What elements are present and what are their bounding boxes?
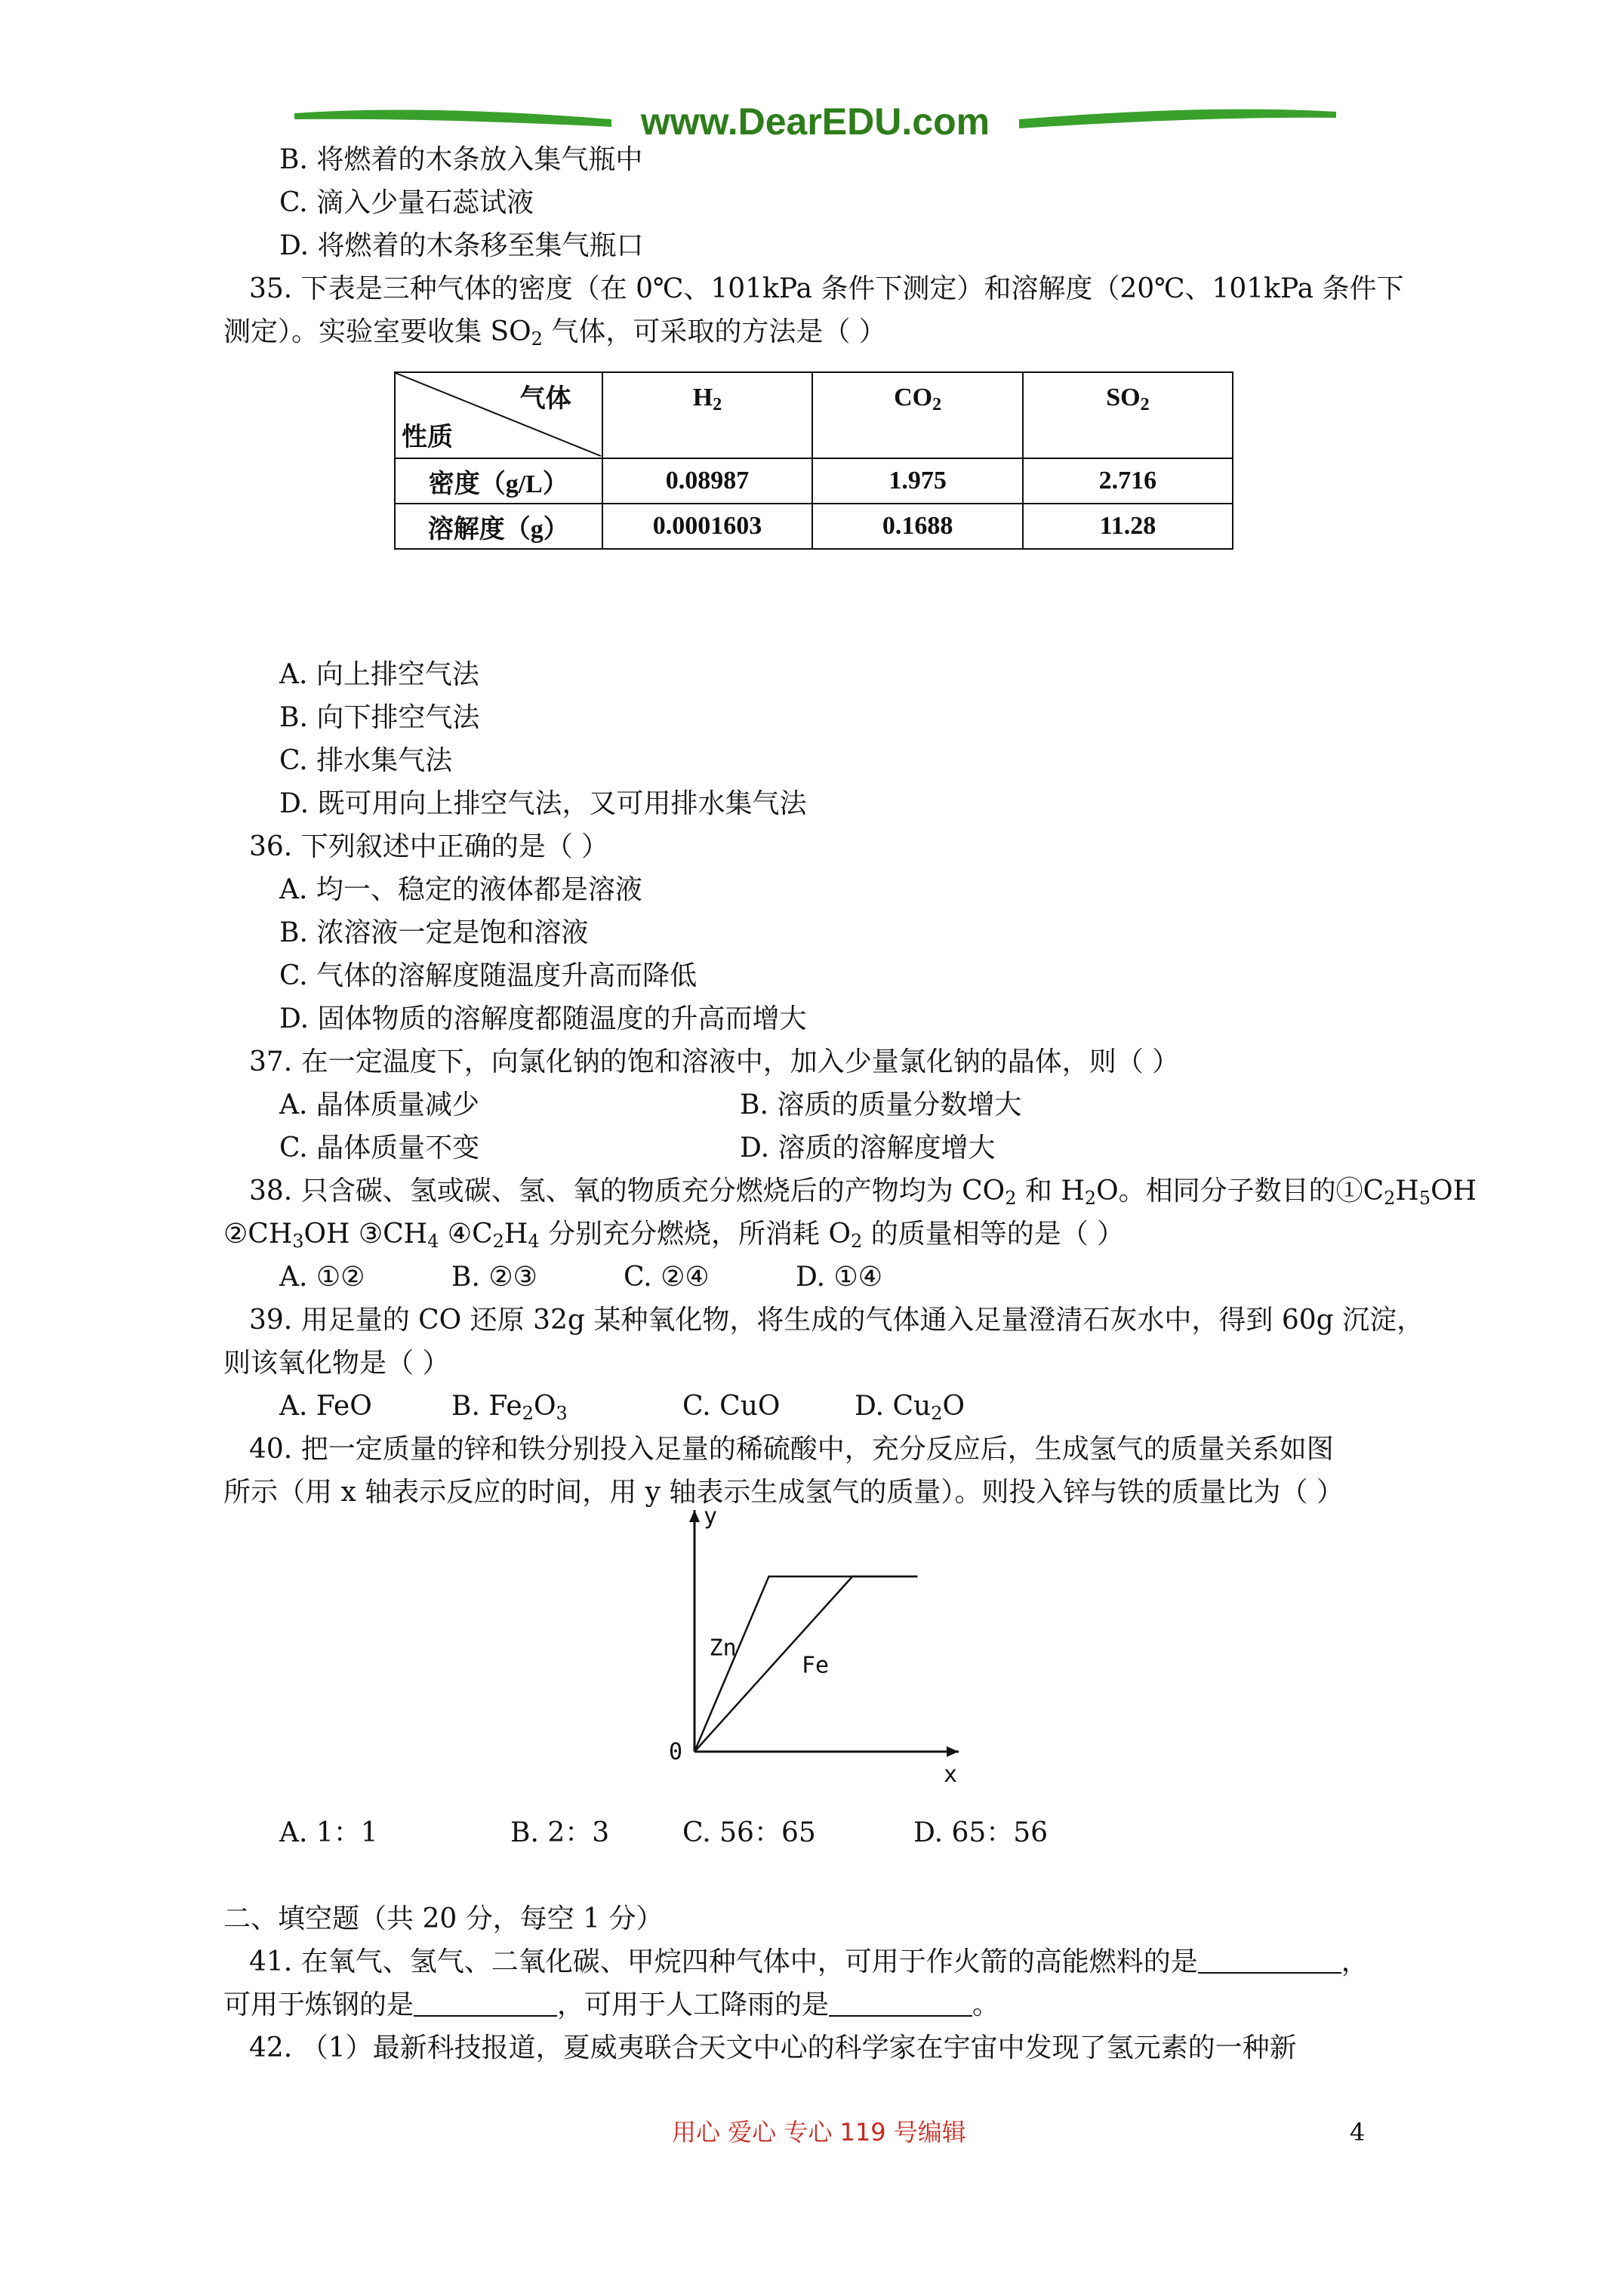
q40-option-d: D. 65：56 [913,1817,1049,1848]
q36-option-c: C. 气体的溶解度随温度升高而降低 [279,960,698,991]
section-heading: 二、填空题（共 20 分，每空 1 分） [223,1903,664,1934]
table-cell: 1.975 [812,458,1022,504]
q39-option-b: B. $Fe_2O_3$ [451,1391,568,1424]
header-co2: $CO_2$ [812,372,1022,458]
table-row [395,504,1233,549]
q36-option-a: A. 均一、稳定的液体都是溶液 [279,874,642,905]
table-row [395,458,1233,504]
table-cell: 0.0001603 [602,504,813,549]
series-label-fe: Fe [802,1652,830,1679]
q35-option-c: C. 排水集气法 [279,745,453,776]
q40-option-b: B. 2：3 [510,1817,610,1848]
row-label-density: 密度（g/L） [395,458,602,504]
q36-option-b: B. 浓溶液一定是饱和溶液 [279,917,589,948]
header-h2: $H_2$ [602,372,813,458]
q37-stem: 37. 在一定温度下，向氯化钠的饱和溶液中，加入少量氯化钠的晶体，则（ ） [249,1046,1180,1077]
table-cell: 0.1688 [812,504,1022,549]
q38-option-c: C. ②④ [624,1262,710,1293]
q40-option-c: C. 56：65 [682,1817,816,1848]
footer-note: 用心 爱心 专心 119 号编辑 [672,2118,966,2147]
q39-option-d: D. $Cu_2O$ [855,1391,965,1424]
site-watermark: www.DearEDU.com [640,100,990,143]
header-banner [287,97,1344,146]
q40-stem-line1: 40. 把一定质量的锌和铁分别投入足量的稀硫酸中，充分反应后，生成氢气的质量关系如图 [249,1434,1334,1465]
hydrogen-mass-chart [657,1503,959,1797]
q37-option-c: C. 晶体质量不变 [279,1133,480,1163]
q41-stem-line2: 可用于炼钢的是 ，可用于人工降雨的是 。 [223,1989,1000,2020]
corner-label-property: 性质 [402,424,453,451]
q35-option-d: D. 既可用向上排空气法，又可用排水集气法 [279,788,807,819]
q34-option-b: B. 将燃着的木条放入集气瓶中 [279,144,643,175]
q39-option-a: A. FeO [279,1391,372,1422]
corner-label-gas: 气体 [519,385,571,413]
table-cell: 11.28 [1023,504,1233,549]
q38-option-a: A. ①② [279,1262,365,1293]
q38-option-d: D. ①④ [796,1262,883,1293]
answer-blank[interactable] [1198,1946,1341,1974]
q35-option-b: B. 向下排空气法 [279,702,480,733]
q41-stem-line1: 41. 在氧气、氢气、二氧化碳、甲烷四种气体中，可用于作火箭的高能燃料的是 ， [249,1946,1369,1977]
q38-stem-line1: 38. 只含碳、氢或碳、氢、氧的物质充分燃烧后的产物均为 $CO_2$ 和 $H_2O$。相同分子数目的$①C_2H_5OH$ [249,1176,1477,1209]
y-axis-arrow-icon [689,1510,700,1522]
q36-option-d: D. 固体物质的溶解度都随温度的升高而增大 [279,1003,807,1034]
row-label-solubility: 溶解度（g） [395,504,602,549]
q39-stem-line2: 则该氧化物是（ ） [223,1348,450,1379]
q37-option-b: B. 溶质的质量分数增大 [740,1089,1022,1120]
q35-option-a: A. 向上排空气法 [279,659,479,690]
q34-option-d: D. 将燃着的木条移至集气瓶口 [279,230,644,261]
origin-label: 0 [669,1739,683,1765]
page-number: 4 [1350,2118,1366,2147]
table-cell: 2.716 [1023,458,1233,504]
table-cell: 0.08987 [602,458,813,504]
q42-stem: 42. （1）最新科技报道，夏威夷联合天文中心的科学家在宇宙中发现了氢元素的一种新 [249,2032,1297,2063]
q35-stem-line2: 测定）。实验室要收集 $SO_2$ 气体，可采取的方法是（ ） [223,316,886,350]
gas-properties-table [394,371,1233,550]
q40-stem-line2: 所示（用 x 轴表示反应的时间，用 y 轴表示生成氢气的质量）。则投入锌与铁的质量比为（ ） [223,1477,1344,1508]
header-so2: $SO_2$ [1023,372,1233,458]
table-corner-cell [395,372,602,458]
q37-option-a: A. 晶体质量减少 [279,1089,479,1120]
x-axis-arrow-icon [947,1746,959,1757]
q37-option-d: D. 溶质的溶解度增大 [740,1133,996,1163]
x-axis-label: x [944,1761,958,1788]
q38-option-b: B. ②③ [451,1262,537,1293]
series-label-zn: Zn [709,1635,737,1662]
q38-stem-line2: $②CH_3OH$ $③CH_4$ $④C_2H_4$ 分别充分燃烧，所消耗 $O_2$ 的质量相等的是（ ） [223,1219,1125,1252]
q34-option-c: C. 滴入少量石蕊试液 [279,187,534,218]
q36-stem: 36. 下列叙述中正确的是（ ） [249,831,609,862]
q35-stem-line1: 35. 下表是三种气体的密度（在 0℃、101kPa 条件下测定）和溶解度（20℃、101kPa 条件下 [249,273,1404,304]
y-axis-label: y [704,1503,718,1530]
answer-blank[interactable] [829,1989,972,2017]
q39-option-c: C. CuO [682,1391,781,1422]
q39-stem-line1: 39. 用足量的 CO 还原 32g 某种氧化物，将生成的气体通入足量澄清石灰水中，得到 60g 沉淀， [249,1305,1424,1336]
q40-option-a: A. 1：1 [279,1817,378,1848]
answer-blank[interactable] [414,1989,557,2017]
